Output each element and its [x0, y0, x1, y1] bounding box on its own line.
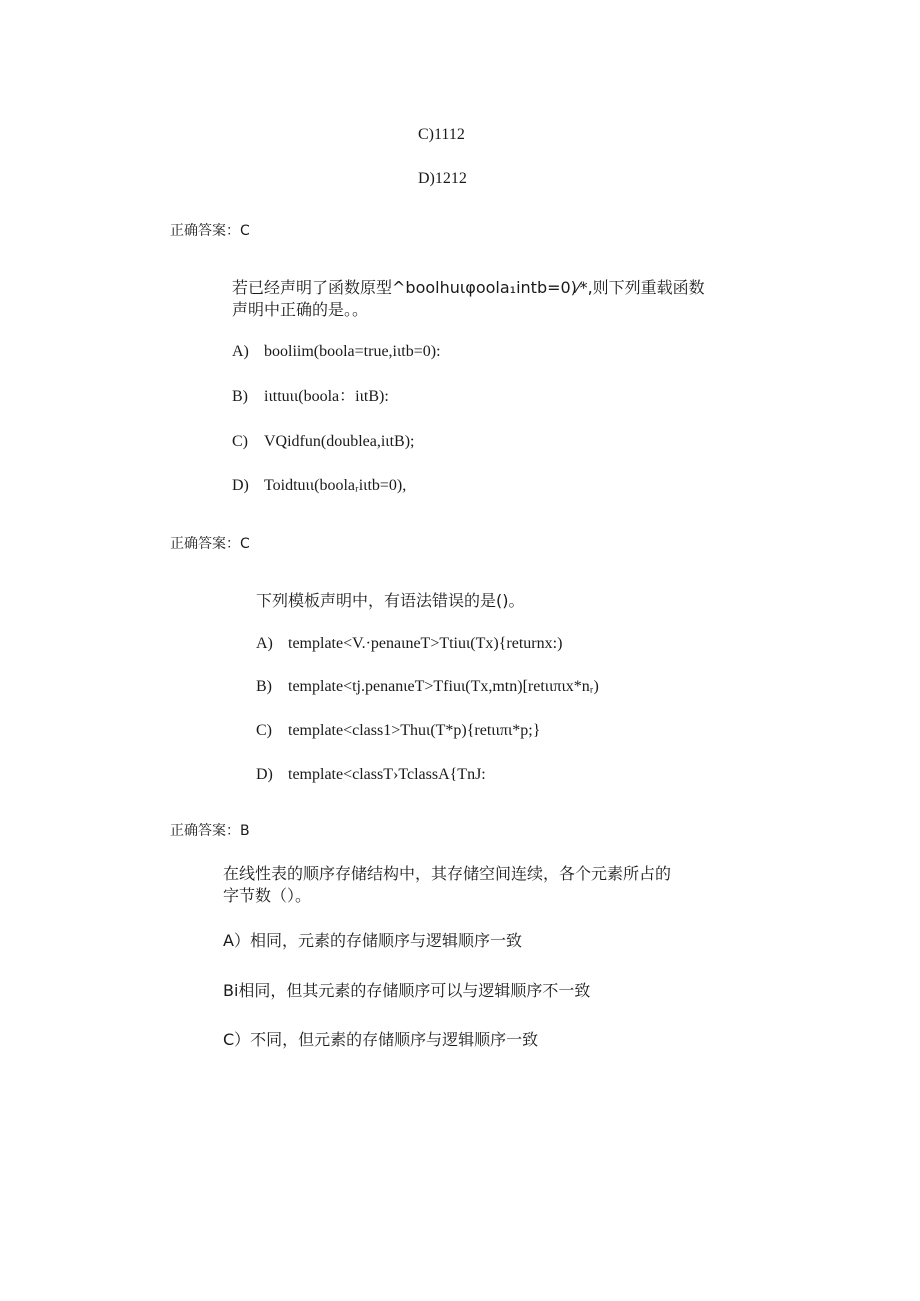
option-text: template<tj.penanιeT>Tfiuι(Tx,mtn)[retιιπιx*nᵣ) [288, 678, 599, 695]
option-text: iιttuιι(boola：iιtB): [264, 388, 389, 405]
option-b [256, 679, 599, 695]
question-text: 若已经声明了函数原型^boolhuιφoola₁intb=0)⁄*,则下列重载函数 [232, 278, 705, 297]
option-d [256, 767, 486, 783]
option-a [232, 344, 441, 360]
option-label: A) [256, 635, 273, 652]
option-c [232, 434, 415, 450]
correct-answer: 正确答案：B [170, 823, 250, 839]
option-text: Toidtuιι(boolaᵣiιtb=0), [264, 477, 407, 494]
option-a: A）相同，元素的存储顺序与逻辑顺序一致 [223, 931, 522, 950]
option-label: A) [232, 343, 249, 360]
option-c: C)1112 [418, 126, 465, 143]
option-a [256, 636, 562, 652]
option-b: Bi相同，但其元素的存储顺序可以与逻辑顺序不一致 [223, 981, 591, 1000]
option-text: template<V.·penaιneT>Ttiuι(Tx){returnx:) [288, 635, 563, 652]
question-text: 下列模板声明中，有语法错误的是()。 [256, 591, 525, 610]
correct-answer: 正确答案：C [170, 223, 250, 239]
option-label: D) [256, 766, 273, 783]
option-b [232, 389, 389, 405]
correct-answer: 正确答案：C [170, 536, 250, 552]
option-text: template<class1>Thuι(T*p){retιιπι*p;} [288, 722, 541, 739]
option-label: B) [256, 678, 272, 695]
option-d: D)1212 [418, 170, 467, 187]
option-text: template<classT›TclassA{TnJ: [288, 766, 486, 783]
option-label: B) [232, 388, 248, 405]
option-label: D) [232, 477, 249, 494]
option-text: VQidfun(doublea,iιtB); [264, 433, 415, 450]
question-text: 字节数（）。 [223, 886, 312, 905]
question-text: 声明中正确的是。。 [232, 300, 369, 319]
option-c: C）不同，但元素的存储顺序与逻辑顺序一致 [223, 1030, 539, 1049]
option-c [256, 723, 540, 739]
option-text: booliim(boola=true,iιtb=0): [264, 343, 441, 360]
option-label: C) [232, 433, 248, 450]
option-d [232, 478, 406, 494]
option-label: C) [256, 722, 272, 739]
question-text: 在线性表的顺序存储结构中，其存储空间连续，各个元素所占的 [223, 864, 672, 883]
